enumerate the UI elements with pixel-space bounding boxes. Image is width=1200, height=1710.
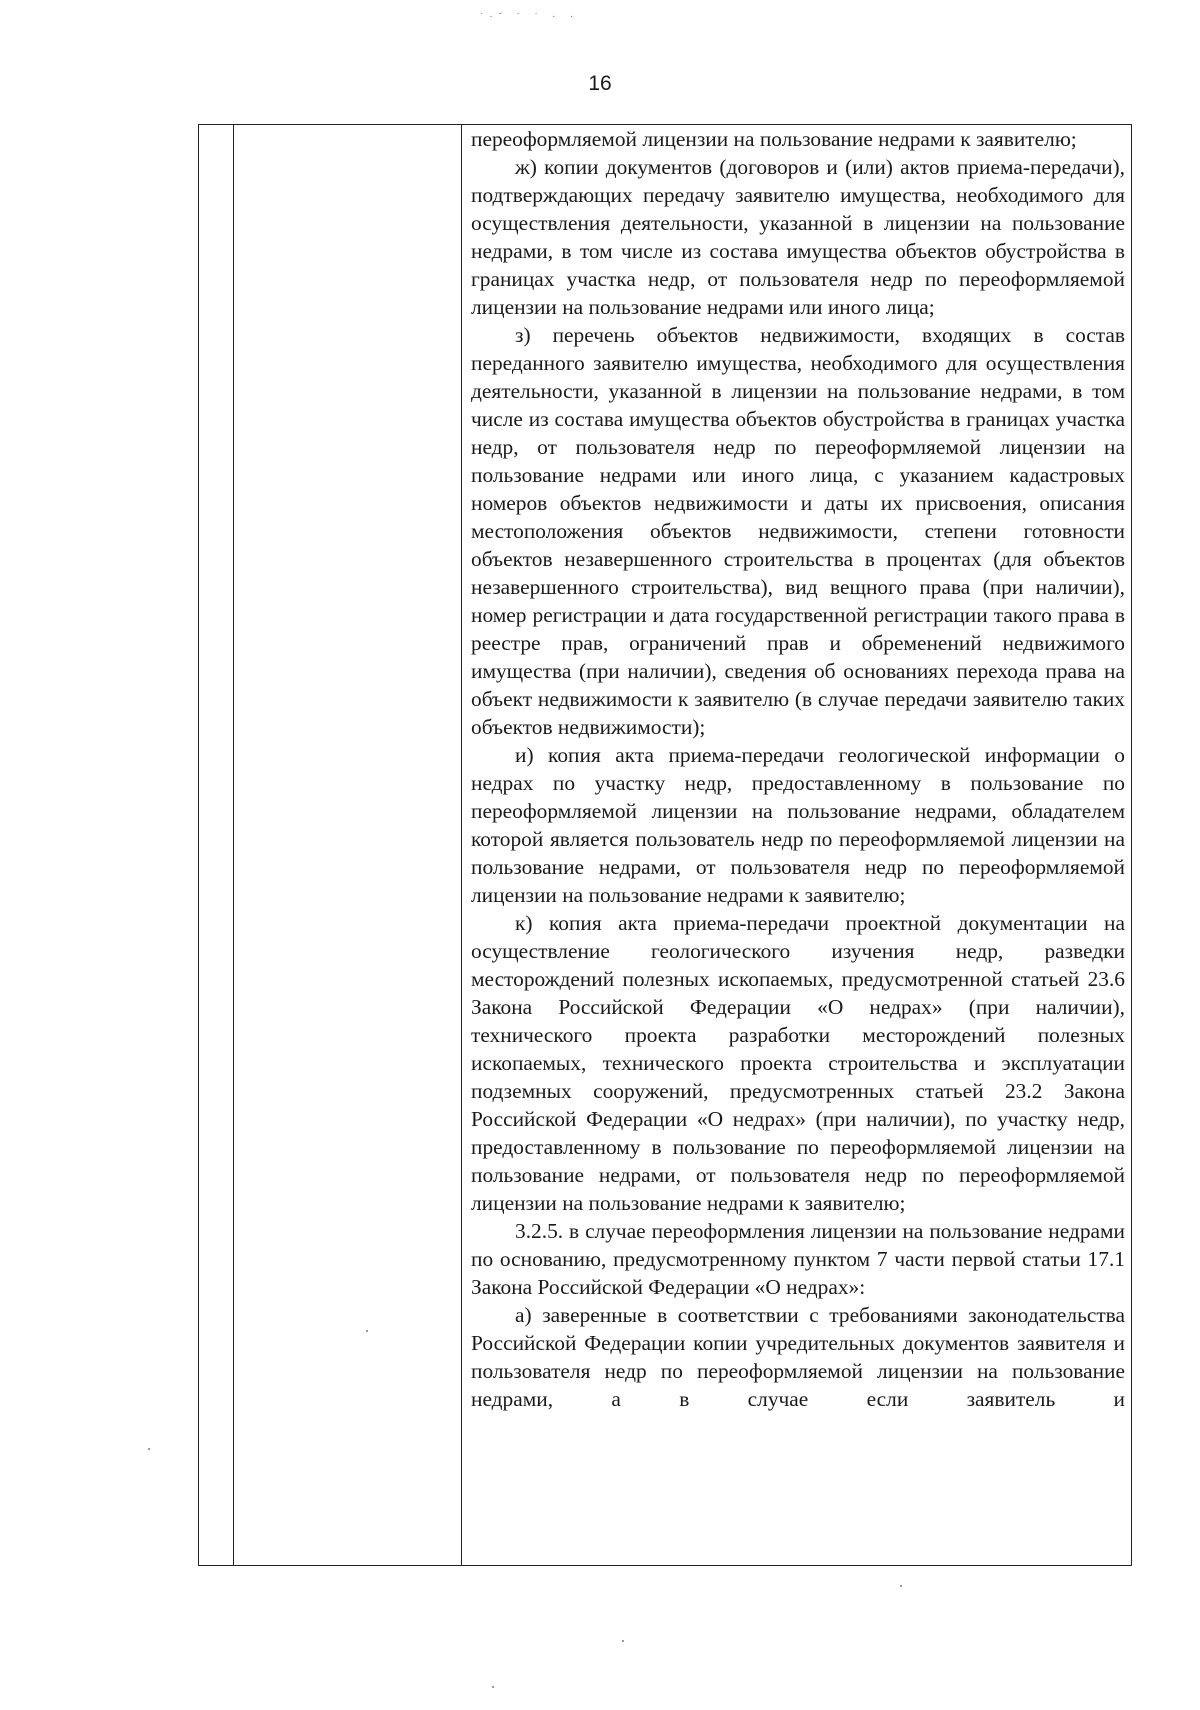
scan-speck <box>148 1448 150 1450</box>
table-column-divider <box>233 125 234 1565</box>
paragraph-continuation: переоформляемой лицензии на пользование недрами к заявителю; <box>471 127 1077 151</box>
paragraph-item-a: а) заверенные в соответствии с требованиями законодательства Российской Федерации копии учредительных документов заявителя и пользователя недр по переоформляемой лицензии на пользование недрами, а в случае если заявитель и <box>471 1303 1125 1411</box>
scan-speck <box>366 1330 368 1332</box>
scan-speck <box>622 1640 624 1642</box>
page-number: 16 <box>588 72 612 95</box>
table-cell-text <box>471 125 1125 1413</box>
paragraph-item-k: к) копия акта приема-передачи проектной документации на осуществление геологического изучения недр, разведки месторождений полезных ископаемых, предусмотренной статьей 23.6 Закона Российской Федерации «О недрах» (при наличии), технического проекта разработки месторождений полезных ископаемых, технического проекта строительства и эксплуатации подземных сооружений, предусмотренных статьей 23.2 Закона Российской Федерации «О недрах» (при наличии), по участку недр, предоставленному в пользование по переоформляемой лицензии на пользование недрами, от пользователя недр по переоформляемой лицензии на пользование недрами к заявителю; <box>471 911 1125 1215</box>
paragraph-section-3-2-5: 3.2.5. в случае переоформления лицензии на пользование недрами по основанию, предусмотренному пунктом 7 части первой статьи 17.1 Закона Российской Федерации «О недрах»: <box>471 1219 1125 1299</box>
paragraph-item-zh: ж) копии документов (договоров и (или) актов приема-передачи), подтверждающих передачу заявителю имущества, необходимого для осуществления деятельности, указанной в лицензии на пользование недрами, в том числе из состава имущества объектов обустройства в границах участка недр, от пользователя недр по переоформляемой лицензии на пользование недрами или иного лица; <box>471 155 1125 319</box>
scan-speck <box>492 1686 494 1688</box>
paragraph-item-z: з) перечень объектов недвижимости, входящих в состав переданного заявителю имущества, необходимого для осуществления деятельности, указанной в лицензии на пользование недрами, в том числе из состава имущества объектов обустройства в границах участка недр, от пользователя недр по переоформляемой лицензии на пользование недрами или иного лица, с указанием кадастровых номеров объектов недвижимости и даты их присвоения, описания местоположения объектов недвижимости, степени готовности объектов незавершенного строительства в процентах (для объектов незавершенного строительства), вид вещного права (при наличии), номер регистрации и дата государственной регистрации такого права в реестре прав, ограничений прав и обременений недвижимого имущества (при наличии), сведения об основаниях перехода права на объект недвижимости к заявителю (в случае передачи заявителю таких объектов недвижимости); <box>471 323 1125 739</box>
table-column-divider <box>461 125 462 1565</box>
scan-artifacts: ˙·ˇ ˙ ˙ · · <box>480 12 580 23</box>
document-table <box>198 124 1132 1566</box>
scan-speck <box>900 1585 902 1587</box>
paragraph-item-i: и) копия акта приема-передачи геологической информации о недрах по участку недр, предоставленному в пользование по переоформляемой лицензии на пользование недрами, обладателем которой является пользователь недр по переоформляемой лицензии на пользование недрами, от пользователя недр по переоформляемой лицензии на пользование недрами к заявителю; <box>471 743 1125 907</box>
